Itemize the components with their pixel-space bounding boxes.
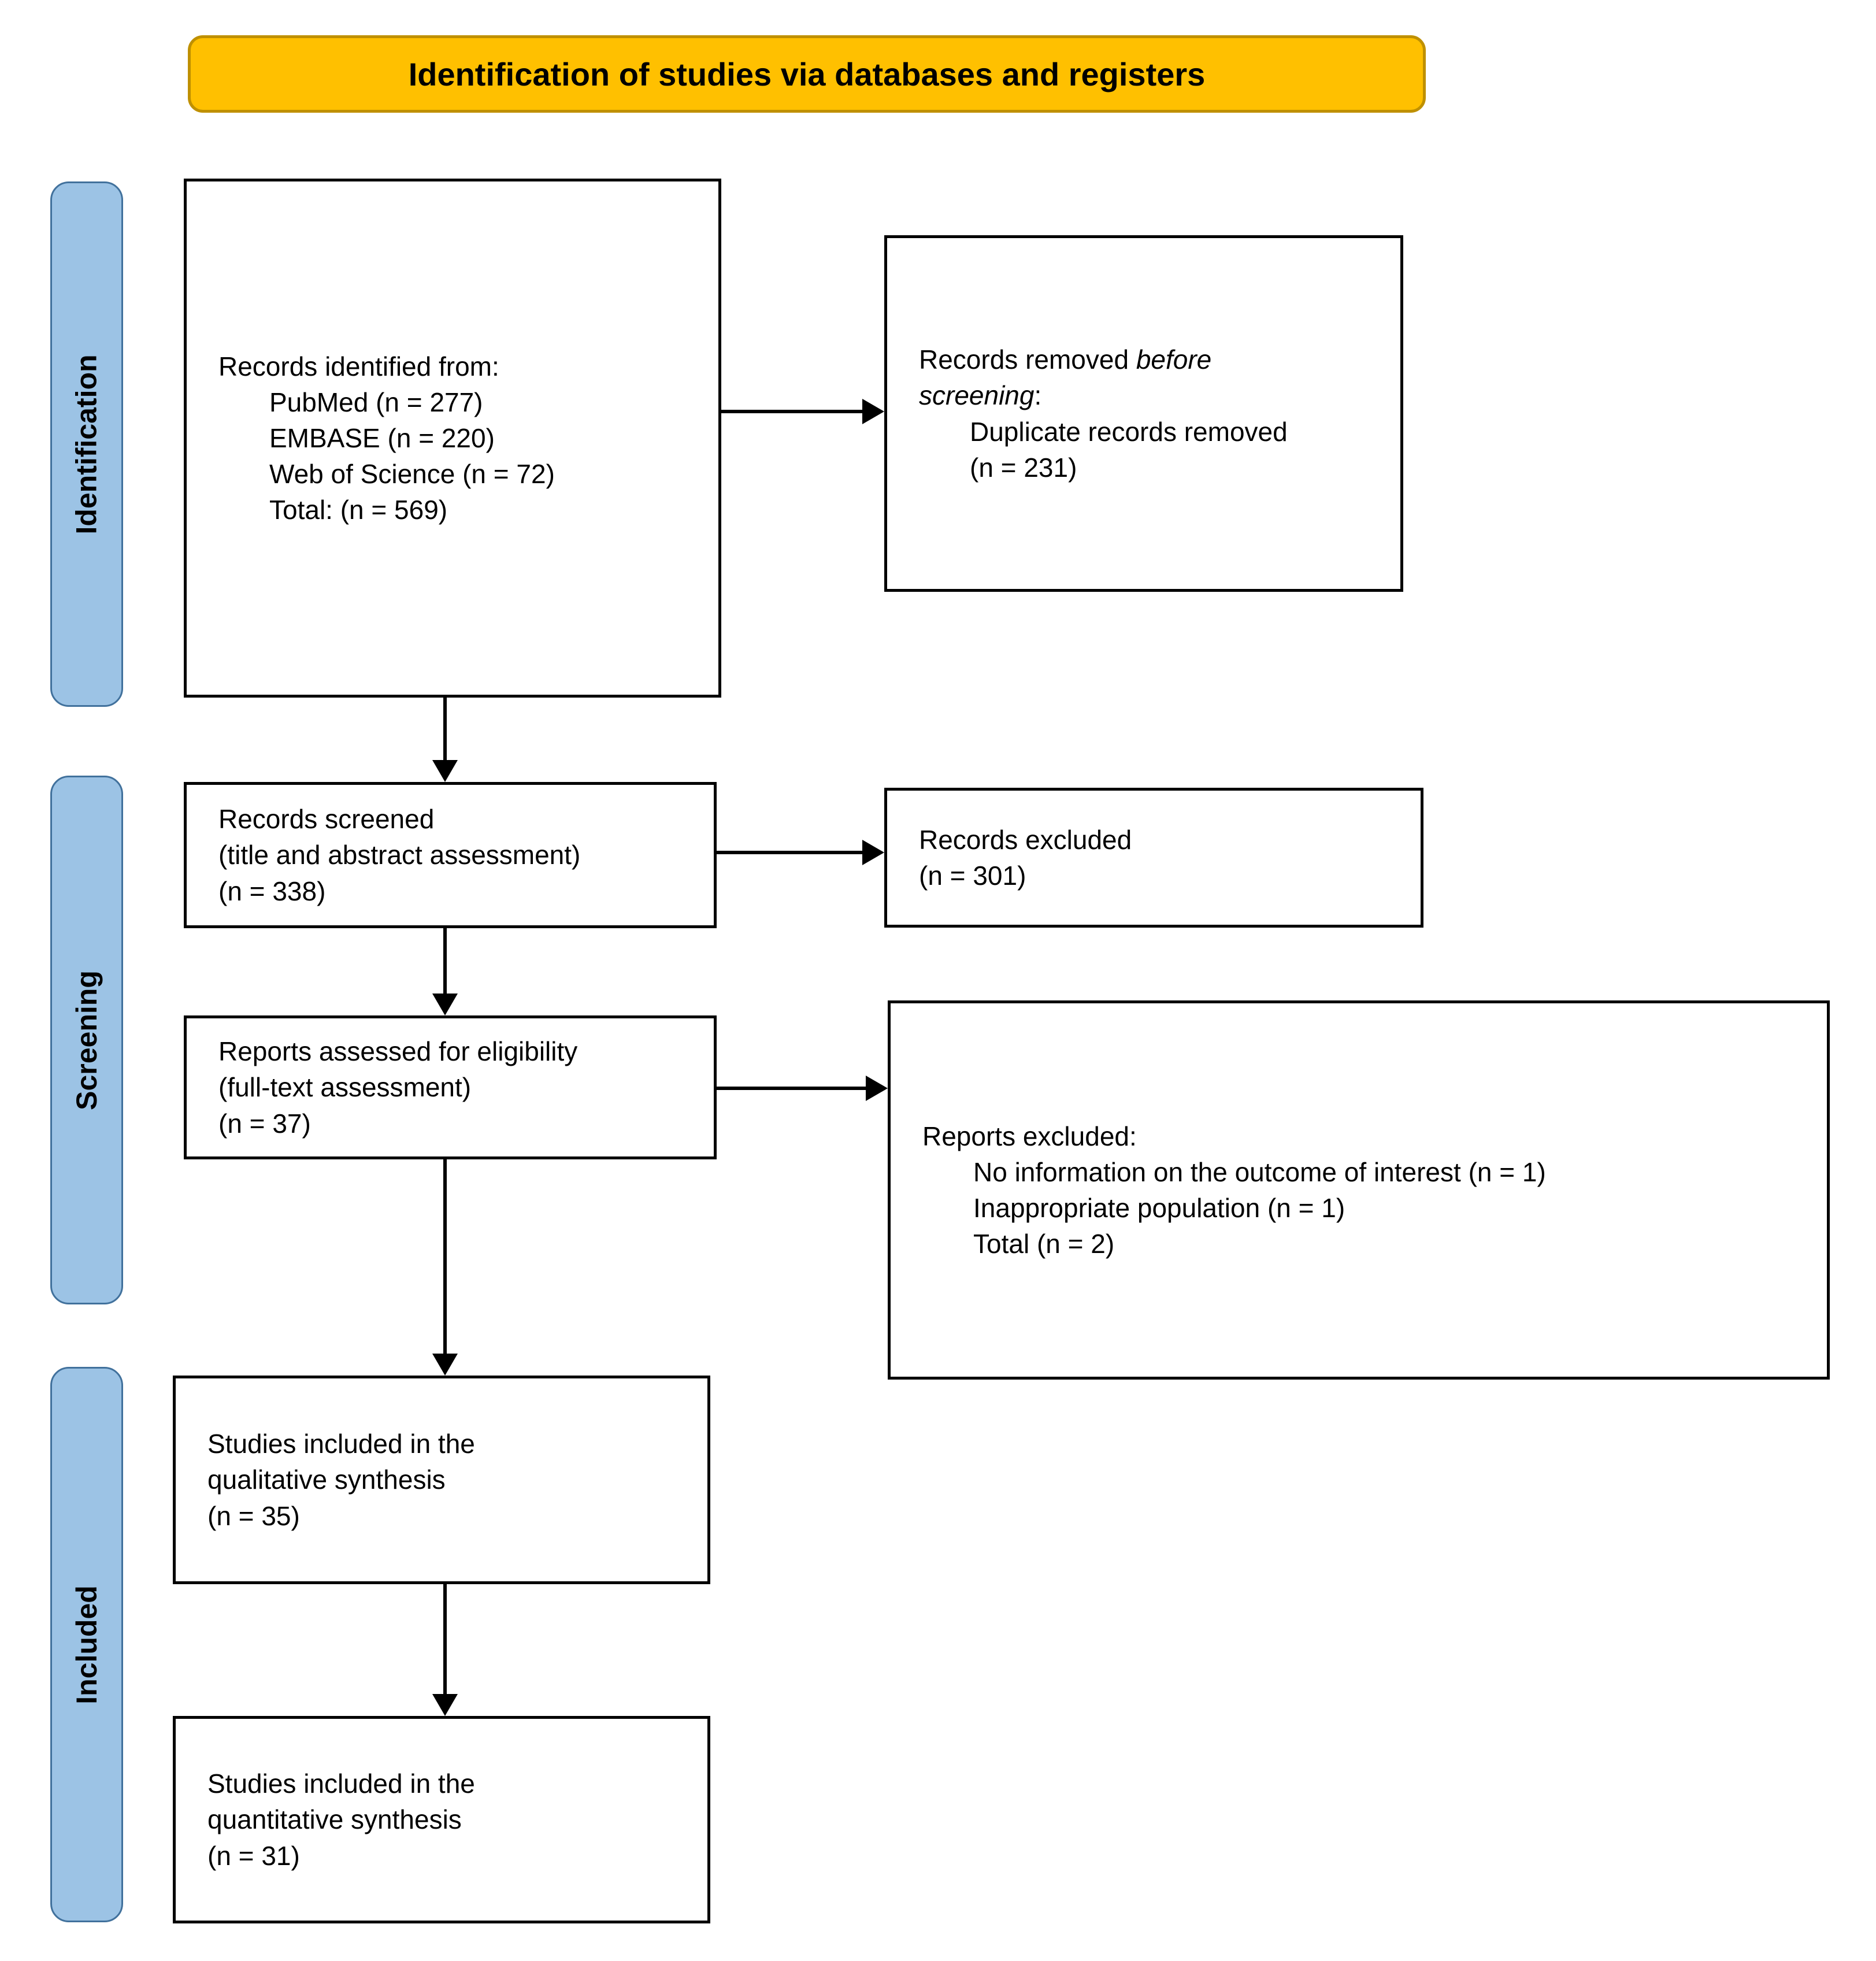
stage-tab-identification bbox=[50, 181, 123, 707]
records-screened-line1: Records screened bbox=[218, 804, 435, 835]
quantitative-line3: (n = 31) bbox=[207, 1840, 300, 1871]
qualitative-line1: Studies included in the bbox=[207, 1429, 475, 1459]
reports-assessed-line3: (n = 37) bbox=[218, 1108, 311, 1139]
stage-label-screening: Screening bbox=[71, 970, 103, 1110]
arrow-identified-to-screened-line bbox=[443, 698, 447, 761]
records-removed-title-suffix: : bbox=[1034, 380, 1042, 411]
box-quantitative-synthesis bbox=[173, 1716, 710, 1923]
records-identified-item-total: Total: (n = 569) bbox=[269, 495, 448, 525]
quantitative-line2: quantitative synthesis bbox=[207, 1804, 462, 1835]
records-removed-title-normal: Records removed bbox=[919, 344, 1136, 375]
arrow-screened-to-excluded-line bbox=[717, 851, 862, 854]
box-records-screened bbox=[184, 782, 717, 928]
box-records-removed bbox=[884, 235, 1403, 592]
records-excluded-line2: (n = 301) bbox=[919, 861, 1026, 891]
records-removed-title-line1 bbox=[919, 342, 1377, 377]
arrow-screened-to-excluded-head bbox=[862, 840, 884, 865]
reports-excluded-item-population: Inappropriate population (n = 1) bbox=[973, 1193, 1345, 1223]
box-reports-assessed bbox=[184, 1015, 717, 1159]
stage-label-included: Included bbox=[71, 1585, 103, 1704]
arrow-qualitative-to-quantitative-line bbox=[443, 1584, 447, 1695]
arrow-identified-to-screened-head bbox=[432, 760, 458, 782]
records-identified-item-wos: Web of Science (n = 72) bbox=[269, 459, 555, 490]
arrow-screened-to-assessed-line bbox=[443, 928, 447, 995]
arrow-assessed-to-qualitative-head bbox=[432, 1354, 458, 1376]
qualitative-line2: qualitative synthesis bbox=[207, 1465, 446, 1495]
records-screened-line3: (n = 338) bbox=[218, 876, 326, 906]
diagram-title: Identification of studies via databases and registers bbox=[408, 55, 1206, 92]
records-identified-item-pubmed: PubMed (n = 277) bbox=[269, 387, 483, 417]
quantitative-line1: Studies included in the bbox=[207, 1769, 475, 1799]
stage-tab-included bbox=[50, 1367, 123, 1922]
records-identified-item-embase: EMBASE (n = 220) bbox=[269, 422, 495, 453]
box-reports-excluded bbox=[888, 1000, 1830, 1380]
stage-tab-screening bbox=[50, 776, 123, 1304]
records-removed-item-duplicates: Duplicate records removed bbox=[970, 416, 1288, 447]
arrow-screened-to-assessed-head bbox=[432, 994, 458, 1015]
arrow-identified-to-removed-line bbox=[721, 410, 862, 413]
reports-excluded-title: Reports excluded: bbox=[922, 1121, 1137, 1151]
arrow-assessed-to-reports-excluded-head bbox=[866, 1076, 888, 1101]
box-records-identified bbox=[184, 179, 721, 698]
records-removed-title-italic1: before bbox=[1136, 344, 1212, 375]
arrow-qualitative-to-quantitative-head bbox=[432, 1694, 458, 1716]
reports-assessed-line1: Reports assessed for eligibility bbox=[218, 1036, 578, 1067]
records-removed-title-line2 bbox=[919, 377, 1377, 413]
stage-label-identification: Identification bbox=[71, 354, 103, 535]
reports-excluded-item-total: Total (n = 2) bbox=[973, 1229, 1115, 1259]
arrow-assessed-to-reports-excluded-line bbox=[717, 1087, 866, 1090]
records-removed-title-italic2: screening bbox=[919, 380, 1035, 411]
diagram-title-banner bbox=[188, 35, 1426, 113]
reports-excluded-item-no-info: No information on the outcome of interest (n = 1) bbox=[973, 1156, 1546, 1187]
reports-assessed-line2: (full-text assessment) bbox=[218, 1072, 472, 1103]
arrow-assessed-to-qualitative-line bbox=[443, 1159, 447, 1355]
qualitative-line3: (n = 35) bbox=[207, 1500, 300, 1531]
box-qualitative-synthesis bbox=[173, 1376, 710, 1584]
records-identified-title: Records identified from: bbox=[218, 351, 499, 381]
records-excluded-line1: Records excluded bbox=[919, 824, 1132, 855]
records-screened-line2: (title and abstract assessment) bbox=[218, 840, 581, 870]
records-removed-item-count: (n = 231) bbox=[970, 452, 1077, 483]
arrow-identified-to-removed-head bbox=[862, 399, 884, 424]
box-records-excluded bbox=[884, 788, 1423, 928]
